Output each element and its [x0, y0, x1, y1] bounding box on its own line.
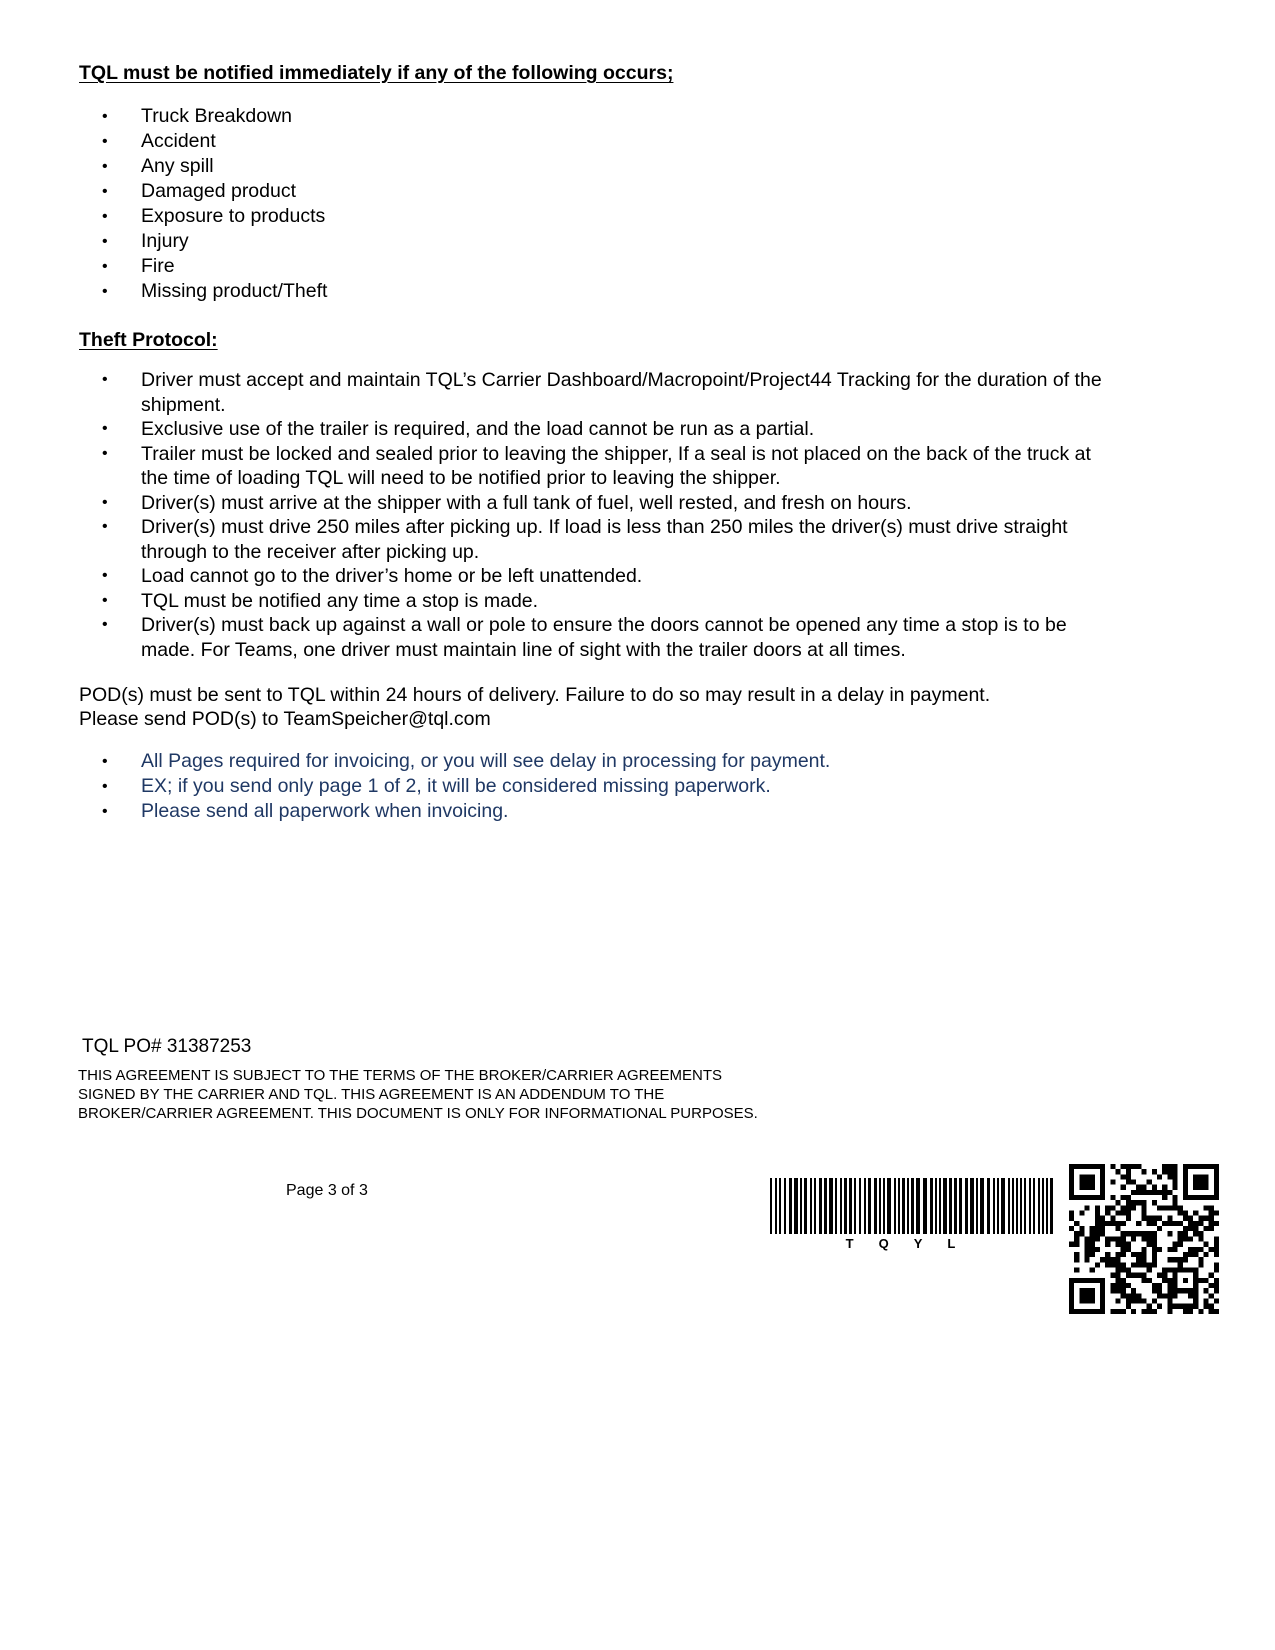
invoicing-list	[102, 749, 830, 824]
notify-item	[102, 179, 327, 204]
bullet-icon: •	[102, 283, 108, 300]
barcode-text: TQYL	[845, 1236, 981, 1251]
invoicing-note-text: EX; if you send only page 1 of 2, it will be considered missing paperwork.	[141, 775, 771, 797]
bullet-icon: •	[102, 444, 108, 462]
invoicing-note	[102, 749, 830, 774]
theft-rule	[102, 564, 1102, 589]
bullet-icon: •	[102, 133, 108, 150]
theft-protocol-heading: Theft Protocol:	[79, 329, 218, 351]
bullet-icon: •	[102, 778, 108, 795]
notify-item	[102, 154, 327, 179]
theft-rule-text: Trailer must be locked and sealed prior to leaving the shipper, If a seal is not placed on the back of the truck at the time of loading TQL will need to be notified prior to leaving the shipper.	[141, 442, 1091, 489]
bullet-icon: •	[102, 158, 108, 175]
theft-rule	[102, 491, 1102, 516]
invoicing-note	[102, 799, 830, 824]
notify-item	[102, 254, 327, 279]
page-number: Page 3 of 3	[286, 1182, 368, 1199]
invoicing-note-text: All Pages required for invoicing, or you will see delay in processing for payment.	[141, 750, 831, 772]
bullet-icon: •	[102, 258, 108, 275]
bullet-icon: •	[102, 591, 108, 609]
invoicing-note-text: Please send all paperwork when invoicing.	[141, 800, 509, 822]
notify-item	[102, 104, 327, 129]
invoicing-note	[102, 774, 830, 799]
theft-rule-text: Driver(s) must arrive at the shipper with a full tank of fuel, well rested, and fresh on hours.	[141, 491, 912, 514]
bullet-icon: •	[102, 493, 108, 511]
bullet-icon: •	[102, 753, 108, 770]
bullet-icon: •	[102, 108, 108, 125]
bullet-icon: •	[102, 518, 108, 535]
notify-item-text: Exposure to products	[141, 205, 326, 227]
bullet-icon: •	[102, 208, 108, 225]
qr-code-icon	[1069, 1164, 1219, 1314]
theft-rule-text: Driver(s) must drive 250 miles after picking up. If load is less than 250 miles the driver(s) must drive straight through to the receiver after picking up.	[141, 516, 1068, 563]
theft-rule	[102, 589, 1102, 614]
legal-disclaimer: THIS AGREEMENT IS SUBJECT TO THE TERMS OF THE BROKER/CARRIER AGREEMENTS SIGNED BY THE CARRIER AND TQL. THIS AGREEMENT IS AN ADDENDUM TO THE BROKER/CARRIER AGREEMENT. THIS DOCUMENT IS ONLY FOR INFORMATIONAL PURPOSES.	[78, 1067, 758, 1122]
theft-rule-text: TQL must be notified any time a stop is made.	[141, 589, 539, 612]
theft-rule	[102, 442, 1102, 491]
theft-rule	[102, 417, 1102, 442]
notify-item-text: Any spill	[141, 155, 214, 177]
theft-rule-text: Exclusive use of the trailer is required, and the load cannot be run as a partial.	[141, 418, 815, 440]
notify-heading: TQL must be notified immediately if any of the following occurs;	[79, 62, 674, 84]
notify-item	[102, 279, 327, 304]
theft-protocol-list	[102, 368, 1102, 662]
pod-instructions-line1: POD(s) must be sent to TQL within 24 hours of delivery. Failure to do so may result in a delay in payment.	[79, 684, 991, 706]
bullet-icon: •	[102, 183, 108, 200]
notify-item-text: Fire	[141, 255, 175, 277]
theft-rule-text: Driver(s) must back up against a wall or pole to ensure the doors cannot be opened any time a stop is to be made. For Teams, one driver must maintain line of sight with the trailer doors at all times.	[141, 614, 1067, 661]
bullet-icon: •	[102, 803, 108, 820]
notify-item	[102, 129, 327, 154]
theft-rule-text: Load cannot go to the driver’s home or be left unattended.	[141, 565, 643, 587]
notify-item-text: Truck Breakdown	[141, 105, 293, 127]
notify-item-text: Injury	[141, 230, 189, 252]
bullet-icon: •	[102, 371, 108, 388]
po-number: TQL PO# 31387253	[82, 1036, 252, 1057]
pod-instructions-line2: Please send POD(s) to TeamSpeicher@tql.com	[79, 708, 491, 730]
notify-item	[102, 229, 327, 254]
theft-rule	[102, 613, 1102, 662]
notify-item-text: Missing product/Theft	[141, 280, 328, 302]
notify-list	[102, 104, 327, 304]
theft-rule-text: Driver must accept and maintain TQL’s Carrier Dashboard/Macropoint/Project44 Tracking for the duration of the shipment.	[141, 369, 1102, 416]
bullet-icon: •	[102, 233, 108, 250]
bullet-icon: •	[102, 420, 108, 437]
notify-item-text: Damaged product	[141, 180, 297, 202]
bullet-icon: •	[102, 616, 108, 633]
theft-rule	[102, 515, 1102, 564]
theft-rule	[102, 368, 1102, 417]
bullet-icon: •	[102, 567, 108, 584]
notify-item-text: Accident	[141, 130, 216, 152]
notify-item	[102, 204, 327, 229]
